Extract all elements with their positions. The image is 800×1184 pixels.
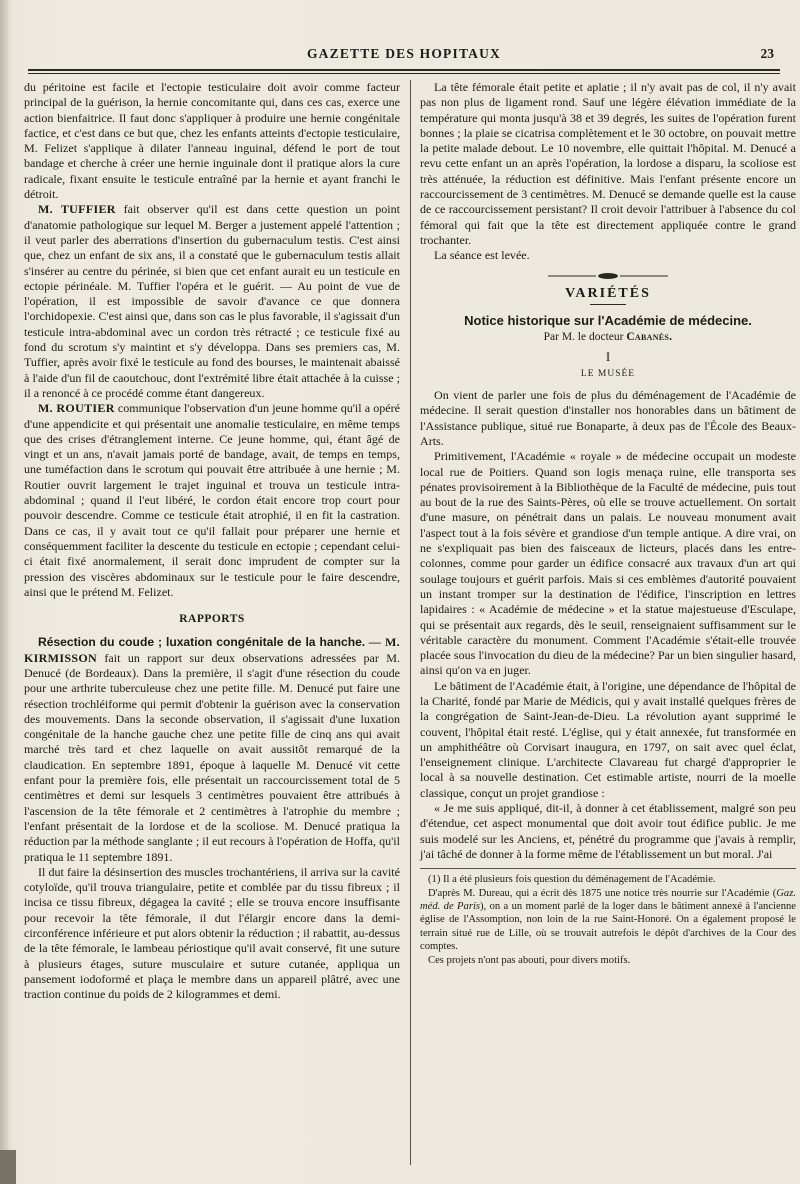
byline-prefix: Par M. le docteur <box>543 331 627 344</box>
paragraph: du péritoine est facile et l'ectopie testiculaire doit avoir comme facteur principal de la guérison, la hernie concomitante qui, dans ces cas, exerce une action bienfaitrice. Il faut donc s'appliquer à produire une hernie congénitale factice, et c'est dans ce but que, chez les enfants atteints d'ectopie testiculaire, M. Felizet s'applique à dilater l'anneau inguinal, défend le port de tout bandage et cherche à créer une hernie inguinale dont il pratique alors la cure radicale, fixant ensuite le testicule entraîné par la hernie et ayant franchi le détroit. <box>24 80 400 202</box>
chapter-number: I <box>605 349 611 365</box>
paragraph: La tête fémorale était petite et aplatie ; il n'y avait pas de col, il n'y avait pas non plus de ligament rond. Sauf une légère élévation immédiate de la température qui monta jusqu'à 38 et 39 degrés, les suites de l'opération furent bonnes ; la plaie se cicatrisa complètement et le 30 octobre, on pouvait mettre la petite malade debout. Le 10 novembre, elle quittait l'hôpital. M. Denucé a revu cette enfant un an après l'opération, la lordose a disparu, la scoliose est très atténuée, la réduction est définitive. Mais l'enfant présente encore un raccourcissement de 3 centimètres. M. Denucé se demande quelle est la cause de ce raccourcissement persistant? Il croit devoir l'attribuer à l'absence du col fémoral qui fait que la tête est directement appliquée contre le grand trochanter. <box>420 80 796 247</box>
paragraph-text: communique l'observation d'un jeune homme qu'il a opéré d'une appendicite et qui présentait une anomalie testiculaire, en même temps que des crises d'étranglement interne. Ce jeune homme, qui, étant âgé de vingt et un ans, n'avait jamais porté de bandage, avait, de temps en temps, une tuméfaction dans le scrotum qui pouvait être attribuée à une hernie ; M. Routier ouvrit largement le trajet inguinal et trouva un testicule intra-abdominal ; quand il l'eut libéré, le cordon était encore trop court pour pouvoir descendre. Comme ce testicule était atrophié, il en fit la castration. Dans ce cas, il y avait tout ce qu'il fallait pour préparer une hernie et conséquemment faciliter la descente du testicule en ectopie ; cependant celui-ci était fixé anormalement, il serait donc imprudent de compter sur la pression des viscères abdominaux sur le testicule pour le faire descendre, ainsi que le prétend M. Felizet. <box>24 401 400 599</box>
footnote-text: D'après M. Dureau, qui a écrit dès 1875 une notice très nourrie sur l'Académie ( <box>428 887 777 899</box>
paragraph <box>24 401 400 600</box>
article-title: Notice historique sur l'Académie de médecine. <box>464 312 752 328</box>
paragraph: On vient de parler une fois de plus du déménagement de l'Académie de médecine. Il serait question d'installer nos honorables dans un bâtiment de l'Assistance publique, situé rue Bonaparte, à deux pas de l'École des Beaux-Arts. <box>420 388 796 448</box>
journal-title: GAZETTE DES HOPITAUX <box>306 46 502 61</box>
column-divider <box>410 80 411 1165</box>
left-column <box>24 80 400 1003</box>
header-rule-thick <box>28 69 780 71</box>
binding-edge <box>0 1150 16 1184</box>
paragraph-text: fait observer qu'il est dans cette question un point d'anatomie pathologique sur lequel M. Berger a justement appelé l'attention ; il veut parler des aberrations d'insertion du gubernaculum testis. C'est ainsi que, chez un enfant de six ans, il a constaté que le gubernaculum testis allait s'insérer au centre du périnée, si bien que cet enfant aurait eu un testicule en ectopie périnéale. M. Tuffier l'opéra et le guérit. — Au point de vue de l'opération, il est impossible de savoir d'avance ce que donnera l'orchidopexie. C'est ainsi que, dans son cas le plus favorable, il s'agissait d'un testicule intra-abdominal avec un cordon très rétracté ; ce testicule fixé au fond du scrotum s'y maintint et s'y développa. Dans ses premiers cas, M. Tuffier, après avoir fixé le testicule au fond des bourses, le maintenait abaissé à l'aide d'un fil de caoutchouc, dont l'extrémité libre était attachée à la cuisse ; il a renoncé à ce procédé comme étant dangereux. <box>24 202 400 400</box>
paragraph: « Je me suis appliqué, dit-il, à donner à cet établissement, malgré son peu d'étendue, cet aspect monumental que doit avoir tout édifice public. Je me suis modelé sur les Anciens, et, pénétré du programme que j'avais à remplir, j'ai tâché de donner à la forme même de l'établissement un but moral. J'ai <box>420 801 796 861</box>
paragraph: La séance est levée. <box>434 248 530 263</box>
page-header <box>28 44 780 66</box>
citation-title: Gaz. méd. de Paris <box>420 887 796 913</box>
footnote: Ces projets n'ont pas abouti, pour divers motifs. <box>428 954 631 966</box>
author-name: Cabanès. <box>626 331 673 344</box>
section-heading-rapports: RAPPORTS <box>179 613 245 626</box>
speaker-name: M. TUFFIER <box>38 202 116 217</box>
page-number: 23 <box>760 46 774 61</box>
paragraph <box>24 635 400 864</box>
right-column <box>420 80 796 967</box>
speaker-name: M. ROUTIER <box>38 401 115 416</box>
header-rule-thin <box>28 73 780 74</box>
speaker-name: — M. KIRMISSON <box>24 635 400 665</box>
chapter-subtitle: LE MUSÉE <box>580 368 636 379</box>
paragraph <box>24 202 400 401</box>
binding-shadow <box>0 0 10 1184</box>
paragraph: Il dut faire la désinsertion des muscles trochantériens, il arriva sur la cavité cotyloïde, qu'il trouva triangulaire, petite et comblée par du tissu fibreux ; il incisa ce tissu fibreux, dégagea la cavité ; elle se trouva encore insuffisante pour recevoir la tête fémorale, il dut l'élargir encore dans la demi-circonférence inférieure et put alors obtenir la réduction ; il rabattit, au-dessus de la tête fémorale, le lambeau périostique qu'il avait conservé, fit une suture à plusieurs étages, suture musculaire et suture cutanée, appliqua un pansement iodoformé et plaça le membre dans un appareil plâtré, avec une traction continue du poids de 2 kilogrammes et demi. <box>24 864 400 1002</box>
footnote <box>420 887 796 954</box>
footnotes <box>420 873 796 967</box>
subsection-heading: Résection du coude ; luxation congénitale de la hanche. <box>38 635 366 650</box>
footnote-rule <box>420 868 796 869</box>
footnote-text: ), on a un moment parlé de la loger dans le bâtiment annexé à l'ancienne église de l'Assomption, non loin de la rue Saint-Honoré. On a également proposé le terrain situé rue de Lille, où se trouvait autrefois le dépôt d'archives de la Cour des comptes. <box>420 901 796 953</box>
paragraph-text: fait un rapport sur deux observations adressées par M. Denucé (de Bordeaux). Dans la première, il s'agit d'une résection du coude pour une arthrite tuberculeuse chez une petite fille. M. Denucé put faire une résection trochléiforme qui permit d'obtenir la guérison avec la conservation des mouvements. Dans la seconde observation, il s'agissait d'une luxation congénitale de la hanche gauche chez une petite fille de cinq ans qui avait marché très tard et chez laquelle on avait aussitôt remarqué de la claudication. En septembre 1891, époque à laquelle M. Denucé vit cette enfant pour la première fois, elle présentait un raccourcissement total de 5 centimètres et demi sur lesquels 3 centimètres pouvaient être attribués à l'ascension de la tête fémorale et 2 centimètres à l'atrophie du membre ; l'enfant présentait de la lordose et de la scoliose. M. Denucé pratiqua la réduction par la méthode sanglante ; il eut recours à l'opération de Hoffa, qu'il pratiqua le 11 septembre 1891. <box>24 650 400 864</box>
ornament-separator <box>548 272 668 280</box>
byline <box>420 330 796 345</box>
footnote: (1) Il a été plusieurs fois question du déménagement de l'Académie. <box>428 874 716 886</box>
section-heading-varietes: VARIÉTÉS <box>565 285 651 301</box>
paragraph: Le bâtiment de l'Académie était, à l'origine, une dépendance de l'hôpital de la Charité, fondé par Marie de Médicis, qui y avait installé quelques frères de la congrégation de Saint-Jean-de-Dieu. La révolution ayant supprimé le couvent, l'hôpital était resté. L'église, qui y était annexée, fut transformée en un amphithéâtre où Corvisart inaugura, en 1797, on sait avec quel éclat, l'enseignement clinique. L'architecte Clavareau fut chargé d'approprier le local à sa nouvelle destination. Cet estimable artiste, nourri de la moelle classique, conçut un projet grandiose : <box>420 678 796 800</box>
short-rule <box>590 304 626 305</box>
paragraph: Primitivement, l'Académie « royale » de médecine occupait un modeste local rue de Poitiers. Quand son logis menaça ruine, elle transporta ses pénates provisoirement à la Bibliothèque de la Faculté de médecine, puis tout au bout de la rue des Saints-Pères, où elle se trouve actuellement. On sortait d'une masure, on pénétrait dans un palais. Le nouveau monument avait l'aspect tout à la fois sévère et grandiose d'un temple antique. A dire vrai, on ne s'expliquait pas bien des faisceaux de licteurs, placés dans les entre-colonnes, comme pour garder un édifice consacré aux travaux d'un art qui soulage toujours et guérit parfois. Mais si ces emblèmes d'autorité pouvaient un instant tromper sur la destination de l'édifice, l'inscription en lettres lapidaires : « Académie de médecine » et la statue majestueuse d'Esculape, qui se présentait aux regards, dès le seuil, renseignaient suffisamment sur le véritable caractère du monument. Comment l'Académie s'était-elle trouvée placée sous l'invocation du dieu de la médecine? Par un bien singulier hasard, ainsi qu'on va en juger. <box>420 449 796 678</box>
